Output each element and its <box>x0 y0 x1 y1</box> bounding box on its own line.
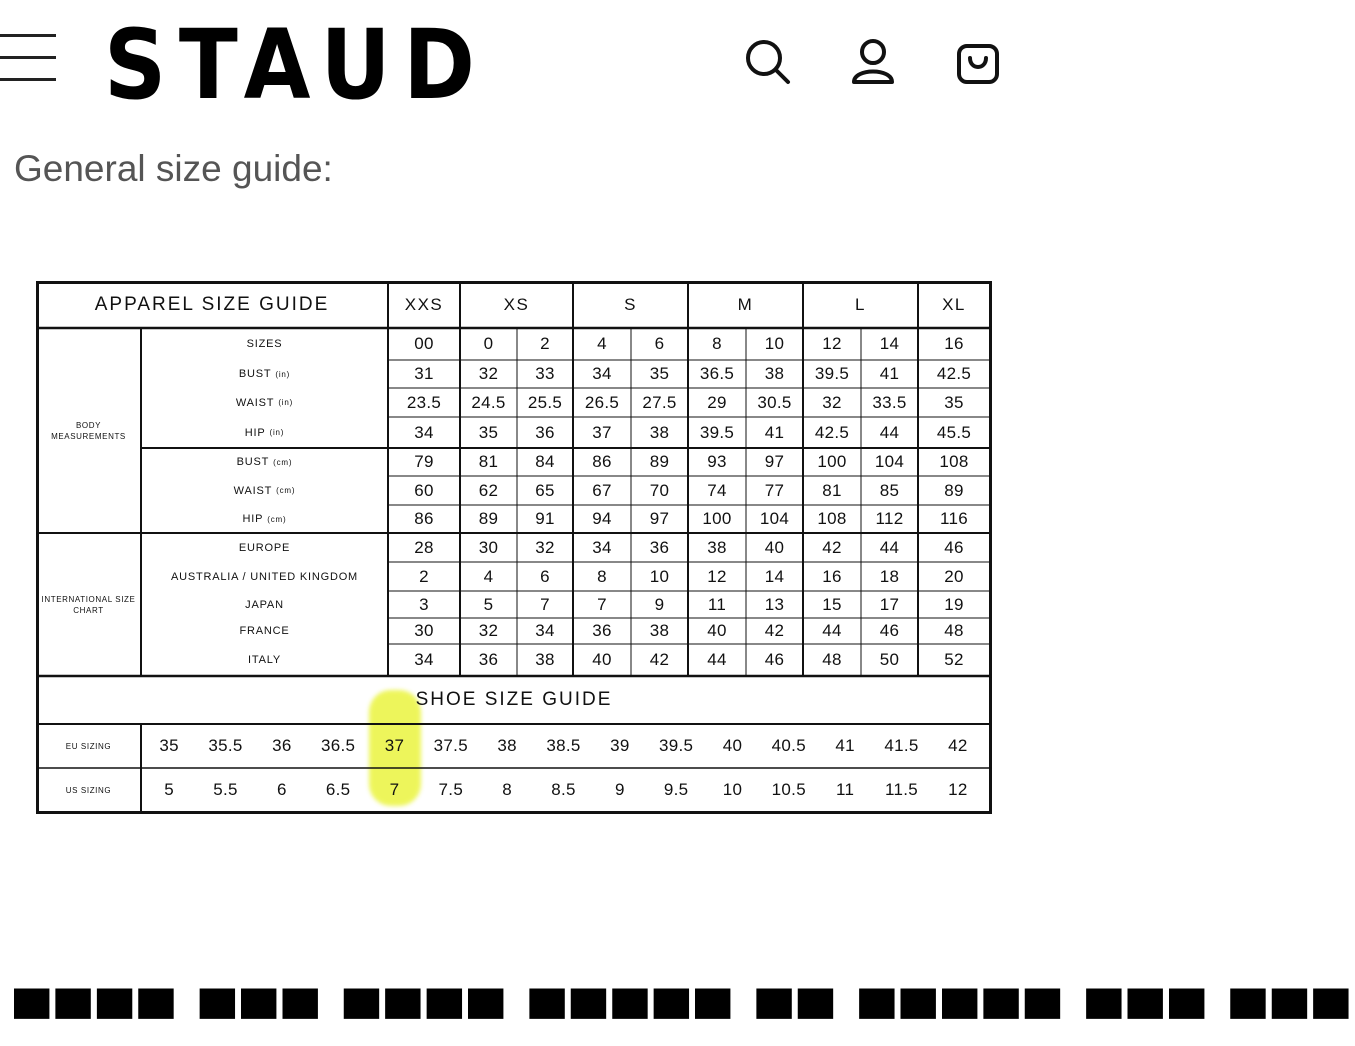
shoe-size-cell: 5 <box>164 780 175 799</box>
size-group-header: XXS <box>404 294 444 314</box>
cart-icon <box>956 38 1000 86</box>
table-cell: 34 <box>592 537 612 557</box>
table-cell: 38 <box>764 364 785 383</box>
table-cell: 23.5 <box>406 392 442 412</box>
table-cell: 27.5 <box>642 392 677 412</box>
row-unit: (in) <box>278 398 294 407</box>
shoe-size-cell: 8 <box>502 780 513 799</box>
shoe-size-cell: 37 <box>384 736 405 755</box>
shoe-size-cell: 8.5 <box>551 780 576 799</box>
size-group-header: XL <box>942 294 966 314</box>
table-cell: 44 <box>879 537 900 557</box>
table-cell: 97 <box>649 509 670 528</box>
table-cell: 35 <box>478 422 499 442</box>
table-cell: 44 <box>822 621 842 640</box>
table-cell: 41 <box>764 422 785 442</box>
table-cell: 42.5 <box>936 364 972 383</box>
cut-off-heading: ▀▀▀▀ ▀▀▀ ▀▀▀▀ ▀▀▀▀▀ ▀▀ ▀▀▀▀▀ ▀▀▀ ▀▀▀ <box>14 989 1355 1045</box>
shoe-size-cell: 36.5 <box>321 736 356 755</box>
menu-icon-bar <box>0 56 56 59</box>
search-icon <box>744 38 792 86</box>
size-group-header: XS <box>503 294 530 314</box>
size-group-header: S <box>624 294 637 314</box>
table-cell: 37 <box>592 422 612 442</box>
table-cell: 100 <box>817 452 847 471</box>
table-cell: 16 <box>822 566 842 586</box>
table-cell: 16 <box>944 334 964 353</box>
table-cell: 9 <box>654 594 665 614</box>
measurement-group-label: BODY MEASUREMENTS <box>51 420 126 441</box>
shoe-size-cell: 41.5 <box>884 736 919 755</box>
menu-button[interactable] <box>0 34 56 84</box>
row-label-text: BUST <box>238 368 272 380</box>
table-cell: 40 <box>707 621 727 640</box>
table-cell: 0 <box>483 334 494 353</box>
row-label <box>141 388 388 417</box>
table-cell: 40 <box>764 537 785 557</box>
table-cell: 32 <box>478 621 499 640</box>
table-cell: 52 <box>944 650 964 669</box>
table-cell: 100 <box>702 509 732 528</box>
table-cell: 42 <box>649 650 670 669</box>
table-cell: 32 <box>478 364 499 383</box>
table-cell: 4 <box>597 334 607 353</box>
table-cell: 13 <box>764 594 785 614</box>
table-cell: 32 <box>822 392 842 412</box>
table-cell: 38 <box>535 650 555 669</box>
shoe-size-cell: 41 <box>835 736 855 755</box>
table-cell: 34 <box>414 650 434 669</box>
table-cell: 89 <box>944 480 964 500</box>
table-cell: 29 <box>707 392 727 412</box>
table-cell: 86 <box>414 509 434 528</box>
table-cell: 6 <box>540 566 550 586</box>
table-cell: 44 <box>879 422 900 442</box>
table-cell: 48 <box>944 621 964 640</box>
table-cell: 44 <box>707 650 727 669</box>
table-cell: 17 <box>879 594 900 614</box>
shoe-size-cell: 38 <box>497 736 517 755</box>
table-cell: 24.5 <box>471 392 506 412</box>
shoe-size-cell: 40 <box>722 736 743 755</box>
shoe-size-cell: 39.5 <box>659 736 694 755</box>
site-header <box>0 0 1000 130</box>
row-unit: (cm) <box>276 486 296 495</box>
size-group-header: L <box>855 294 866 314</box>
row-label-text: JAPAN <box>245 598 284 611</box>
table-cell: 00 <box>414 334 434 353</box>
table-cell: 36 <box>649 537 670 557</box>
row-label <box>141 360 388 388</box>
shoe-size-cell: 6 <box>276 780 287 799</box>
page-title: General size guide: <box>14 148 333 189</box>
table-cell: 79 <box>414 452 434 471</box>
table-cell: 30 <box>478 537 499 557</box>
table-cell: 34 <box>592 364 612 383</box>
shoe-size-cell: 35.5 <box>208 736 243 755</box>
table-cell: 15 <box>822 594 842 614</box>
search-button[interactable] <box>744 38 792 91</box>
table-cell: 11 <box>707 594 727 614</box>
row-label <box>141 618 388 644</box>
row-label-text: ITALY <box>248 654 281 666</box>
table-cell: 7 <box>597 594 607 614</box>
table-cell: 36 <box>535 422 555 442</box>
table-cell: 30 <box>414 621 434 640</box>
shoe-size-cell: 38.5 <box>546 736 581 755</box>
shoe-size-cell: 39 <box>610 736 630 755</box>
table-cell: 104 <box>759 509 790 528</box>
table-cell: 81 <box>478 452 499 471</box>
shoe-size-cell: 10 <box>722 780 743 799</box>
table-cell: 35 <box>649 364 670 383</box>
table-cell: 94 <box>592 509 612 528</box>
table-cell: 70 <box>649 480 670 500</box>
table-cell: 30.5 <box>757 392 792 412</box>
account-icon <box>850 38 896 86</box>
row-label-text: HIP <box>242 513 264 525</box>
table-cell: 14 <box>764 566 785 586</box>
row-label <box>141 476 388 505</box>
table-cell: 45.5 <box>936 422 972 442</box>
shoe-guide-title: SHOE SIZE GUIDE <box>415 689 613 710</box>
shoe-size-cell: 7 <box>389 780 400 799</box>
table-cell: 89 <box>478 509 499 528</box>
shoe-size-cell: 37.5 <box>433 736 468 755</box>
table-cell: 25.5 <box>527 392 563 412</box>
row-label-text: SIZES <box>246 338 283 350</box>
table-cell: 41 <box>879 364 900 383</box>
table-cell: 10 <box>649 566 670 586</box>
table-cell: 7 <box>540 594 550 614</box>
table-cell: 89 <box>649 452 670 471</box>
row-unit: (in) <box>275 369 291 379</box>
row-label <box>141 505 388 533</box>
table-cell: 46 <box>944 537 964 557</box>
row-unit: (cm) <box>273 457 293 467</box>
table-cell: 93 <box>707 452 727 471</box>
table-cell: 60 <box>414 480 434 500</box>
apparel-guide-title: APPAREL SIZE GUIDE <box>94 293 330 315</box>
table-cell: 116 <box>939 509 968 528</box>
shoe-size-cell: 11 <box>836 780 855 799</box>
table-cell: 12 <box>707 566 727 586</box>
row-label <box>141 562 388 591</box>
shoe-size-cell: 6.5 <box>325 780 351 799</box>
table-cell: 38 <box>707 537 727 557</box>
shoe-size-cell: 42 <box>948 736 968 755</box>
table-cell: 19 <box>944 594 964 614</box>
table-cell: 3 <box>419 594 429 614</box>
table-cell: 108 <box>817 509 847 528</box>
row-label <box>141 644 388 676</box>
table-cell: 8 <box>712 334 722 353</box>
table-cell: 34 <box>535 621 555 640</box>
table-cell: 8 <box>597 566 607 586</box>
table-cell: 74 <box>707 480 727 500</box>
account-button[interactable] <box>850 38 896 91</box>
table-cell: 40 <box>592 650 612 669</box>
table-cell: 5 <box>483 594 494 614</box>
menu-icon-bar <box>0 78 56 81</box>
shoe-row-label: US SIZING <box>65 785 112 795</box>
row-label-text: BUST <box>236 456 270 468</box>
table-cell: 6 <box>654 334 665 353</box>
shoe-size-cell: 9 <box>614 780 625 799</box>
table-cell: 46 <box>879 621 900 640</box>
table-cell: 34 <box>414 422 434 442</box>
table-cell: 18 <box>879 566 900 586</box>
table-cell: 97 <box>764 452 785 471</box>
row-label-text: AUSTRALIA / UNITED KINGDOM <box>170 570 359 583</box>
table-cell: 65 <box>535 480 555 500</box>
table-cell: 36 <box>592 621 612 640</box>
table-cell: 67 <box>592 480 612 500</box>
shoe-size-cell: 9.5 <box>663 780 689 799</box>
row-label <box>141 328 388 360</box>
row-label <box>141 417 388 448</box>
table-cell: 36.5 <box>699 364 735 383</box>
table-cell: 38 <box>649 621 670 640</box>
table-cell: 112 <box>875 509 904 528</box>
table-cell: 2 <box>540 334 550 353</box>
shoe-size-cell: 36 <box>272 736 292 755</box>
brand-logo[interactable]: STAUD <box>104 9 488 121</box>
table-cell: 42.5 <box>814 422 850 442</box>
measurement-group-label: INTERNATIONAL SIZE CHART <box>41 594 136 615</box>
table-cell: 39.5 <box>814 364 850 383</box>
row-label <box>141 591 388 618</box>
table-cell: 42 <box>822 537 842 557</box>
table-cell: 2 <box>419 566 429 586</box>
shoe-size-cell: 11.5 <box>884 780 918 799</box>
row-label <box>141 533 388 562</box>
shoe-size-cell: 40.5 <box>771 736 806 755</box>
table-cell: 85 <box>879 480 900 500</box>
table-cell: 28 <box>414 537 434 557</box>
table-cell: 108 <box>939 452 969 471</box>
row-unit: (in) <box>269 428 285 437</box>
menu-icon-bar <box>0 34 56 37</box>
table-cell: 77 <box>764 480 785 500</box>
table-cell: 12 <box>822 334 842 353</box>
table-cell: 14 <box>879 334 900 353</box>
row-label-text: FRANCE <box>239 625 290 637</box>
table-cell: 4 <box>483 566 494 586</box>
row-label-text: WAIST <box>235 396 275 409</box>
table-cell: 36 <box>478 650 499 669</box>
table-cell: 33 <box>535 364 555 383</box>
table-cell: 39.5 <box>699 422 735 442</box>
row-label-text: HIP <box>244 426 266 439</box>
table-cell: 42 <box>764 621 785 640</box>
row-unit: (cm) <box>267 514 287 524</box>
table-cell: 35 <box>944 392 964 412</box>
table-cell: 62 <box>478 480 499 500</box>
shoe-size-cell: 12 <box>948 780 968 799</box>
shoe-size-cell: 35 <box>159 736 179 755</box>
size-guide-table <box>36 281 992 814</box>
row-label-text: WAIST <box>233 484 273 497</box>
size-group-header: M <box>737 294 754 314</box>
shoe-row-label: EU SIZING <box>65 741 112 751</box>
table-cell: 81 <box>822 480 842 500</box>
table-cell: 10 <box>764 334 785 353</box>
row-label-text: EUROPE <box>238 541 291 554</box>
table-cell: 48 <box>822 650 842 669</box>
table-cell: 84 <box>535 452 555 471</box>
table-cell: 32 <box>535 537 555 557</box>
table-cell: 46 <box>764 650 785 669</box>
table-cell: 33.5 <box>872 392 907 412</box>
shoe-size-cell: 5.5 <box>213 780 238 799</box>
row-label <box>141 448 388 476</box>
table-cell: 104 <box>874 452 905 471</box>
table-cell: 50 <box>879 650 900 669</box>
table-cell: 38 <box>649 422 670 442</box>
table-cell: 31 <box>414 364 434 383</box>
cart-button[interactable] <box>956 38 1000 91</box>
table-cell: 91 <box>535 509 555 528</box>
table-cell: 86 <box>592 452 612 471</box>
shoe-size-cell: 10.5 <box>771 780 806 799</box>
table-cell: 20 <box>944 566 964 586</box>
table-cell: 26.5 <box>584 392 620 412</box>
shoe-size-cell: 7.5 <box>438 780 464 799</box>
